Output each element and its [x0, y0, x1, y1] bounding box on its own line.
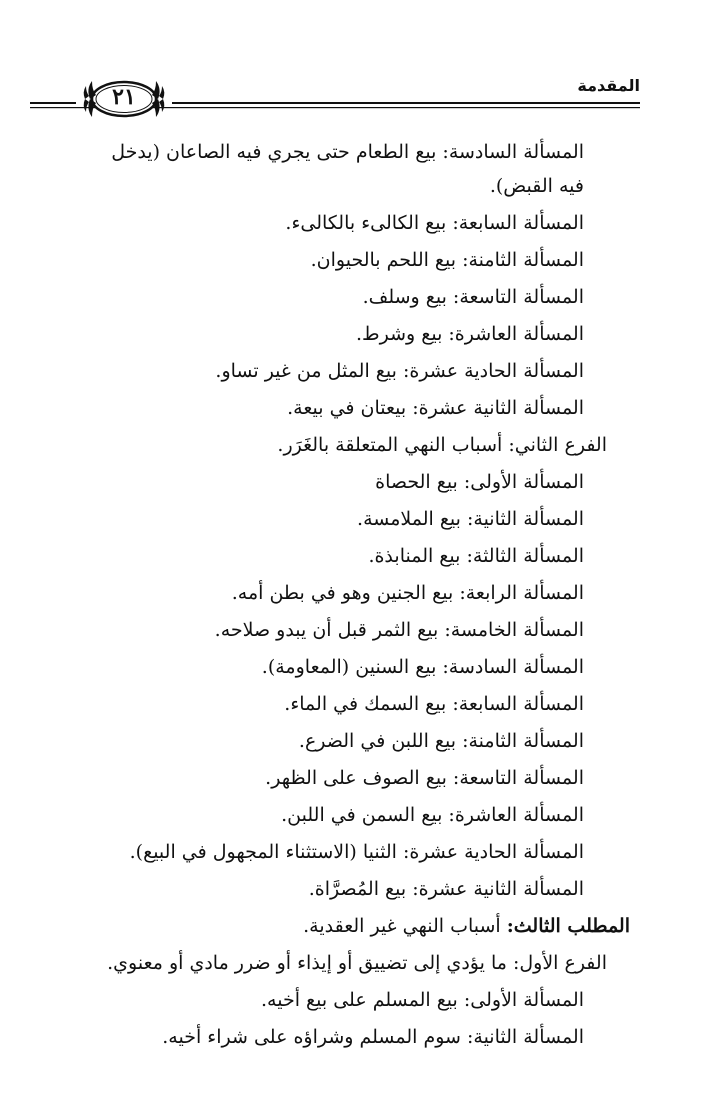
toc-line-text: الفرع الثاني: أسباب النهي المتعلقة بالغَرَر.: [277, 434, 607, 456]
toc-line: [40, 427, 630, 464]
toc-line: [40, 501, 630, 538]
toc-line-text: المسألة الرابعة: بيع الجنين وهو في بطن أمه.: [231, 582, 584, 604]
toc-line: [40, 1019, 630, 1056]
toc-line-text: المسألة الثامنة: بيع اللحم بالحيوان.: [310, 249, 584, 271]
toc-line: [40, 612, 630, 649]
page-header: [30, 74, 640, 124]
toc-line-text: المسألة السابعة: بيع السمك في الماء.: [284, 693, 584, 715]
toc-line: [40, 945, 630, 982]
toc-line: [40, 390, 630, 427]
toc-line-text: المسألة التاسعة: بيع الصوف على الظهر.: [265, 767, 584, 789]
toc-heading-label: المطلب الثالث:: [506, 915, 630, 937]
toc-line: [40, 205, 630, 242]
table-of-contents-list: [40, 134, 630, 1056]
toc-line-text: المسألة الثالثة: بيع المنابذة.: [368, 545, 584, 567]
toc-line: [40, 760, 630, 797]
toc-line-text: فيه القبض).: [489, 175, 584, 197]
page-number-ornament: [76, 76, 172, 122]
toc-line: [40, 242, 630, 279]
toc-line: [40, 353, 630, 390]
toc-line: [40, 871, 630, 908]
toc-line-text: المسألة الخامسة: بيع الثمر قبل أن يبدو صلاحه.: [214, 619, 584, 641]
toc-line-text: المسألة الثانية: سوم المسلم وشراؤه على شراء أخيه.: [162, 1026, 584, 1048]
toc-line: [40, 834, 630, 871]
toc-line-text: المسألة الحادية عشرة: الثنيا (الاستثناء المجهول في البيع).: [129, 841, 584, 863]
page-number: ٢١: [112, 84, 136, 110]
toc-line-text: المسألة التاسعة: بيع وسلف.: [362, 286, 584, 308]
toc-line-text: المسألة الثانية: بيع الملامسة.: [357, 508, 584, 530]
toc-line-text: المسألة الأولى: بيع المسلم على بيع أخيه.: [261, 989, 584, 1011]
toc-line: [40, 649, 630, 686]
toc-line-text: المسألة السادسة: بيع الطعام حتى يجري فيه الصاعان (يدخل: [111, 141, 584, 163]
toc-line-text: المسألة السابعة: بيع الكالىء بالكالىء.: [285, 212, 584, 234]
toc-line-text: المسألة الثانية عشرة: بيع المُصرَّاة.: [308, 878, 584, 900]
toc-line: [40, 538, 630, 575]
toc-line: [40, 723, 630, 760]
toc-line-text: المسألة الثامنة: بيع اللبن في الضرع.: [298, 730, 584, 752]
toc-line-text: المسألة السادسة: بيع السنين (المعاومة).: [261, 656, 584, 678]
toc-line: [40, 908, 630, 945]
toc-line-text: المسألة الأولى: بيع الحصاة: [375, 471, 584, 493]
running-title: المقدمة: [577, 76, 640, 95]
toc-line: [40, 134, 630, 171]
toc-line-text: أسباب النهي غير العقدية.: [303, 915, 507, 937]
toc-line-text: المسألة العاشرة: بيع السمن في اللبن.: [281, 804, 584, 826]
toc-line: [40, 316, 630, 353]
toc-line-text: المسألة العاشرة: بيع وشرط.: [356, 323, 584, 345]
toc-line-text: المسألة الثانية عشرة: بيعتان في بيعة.: [287, 397, 584, 419]
toc-line: [40, 982, 630, 1019]
toc-line: [40, 575, 630, 612]
toc-line: [40, 279, 630, 316]
toc-line: [40, 171, 630, 205]
toc-line-text: المسألة الحادية عشرة: بيع المثل من غير تساو.: [215, 360, 584, 382]
toc-line: [40, 797, 630, 834]
toc-line: [40, 464, 630, 501]
toc-line-text: الفرع الأول: ما يؤدي إلى تضييق أو إيذاء أو ضرر مادي أو معنوي.: [107, 952, 607, 974]
toc-line: [40, 686, 630, 723]
